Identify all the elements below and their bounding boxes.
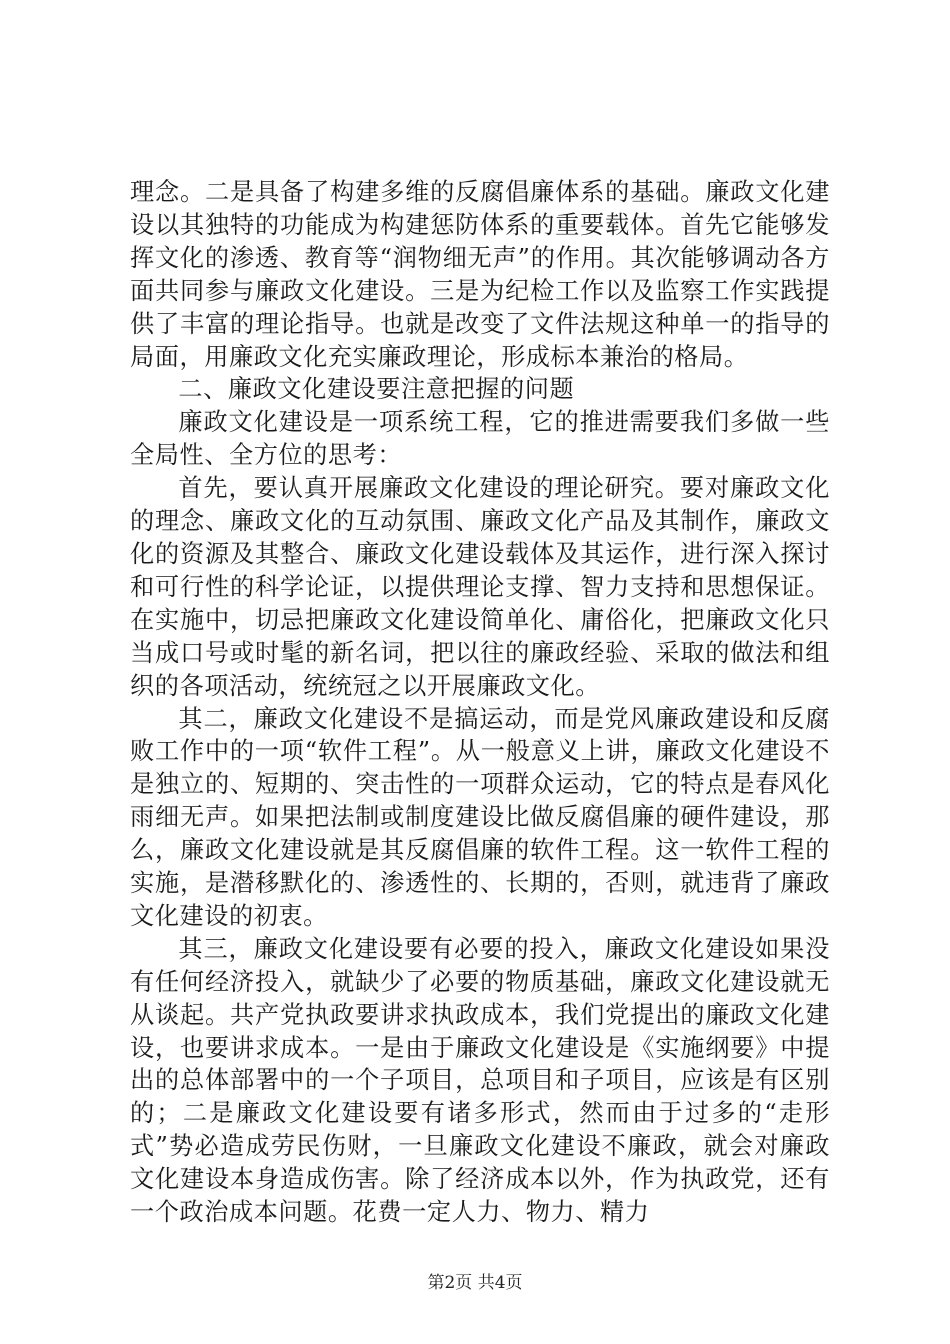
page-footer: 第2页 共4页 <box>427 1273 523 1293</box>
paragraph-6: 其三，廉政文化建设要有必要的投入，廉政文化建设如果没有任何经济投入，就缺少了必要的物质基础，廉政文化建设就无从谈起。共产党执政要讲求执政成本，我们党提出的廉政文化建设，也要讲求成本。一是由于廉政文化建设是《实施纲要》中提出的总体部署中的一个子项目，总项目和子项目，应该是有区别的；二是廉政文化建设要有诸多形式，然而由于过多的“走形式”势必造成劳民伤财，一旦廉政文化建设不廉政，就会对廉政文化建设本身造成伤害。除了经济成本以外，作为执政党，还有一个政治成本问题。花费一定人力、物力、精力 <box>130 934 830 1227</box>
paragraph-3: 廉政文化建设是一项系统工程，它的推进需要我们多做一些全局性、全方位的思考： <box>130 408 830 470</box>
paragraph-5: 其二，廉政文化建设不是搞运动，而是党风廉政建设和反腐败工作中的一项“软件工程”。从一般意义上讲，廉政文化建设不是独立的、短期的、突击性的一项群众运动，它的特点是春风化雨细无声。如果把法制或制度建设比做反腐倡廉的硬件建设，那么，廉政文化建设就是其反腐倡廉的软件工程。这一软件工程的实施，是潜移默化的、渗透性的、长期的，否则，就违背了廉政文化建设的初衷。 <box>130 704 830 930</box>
section-heading: 二、廉政文化建设要注意把握的问题 <box>178 375 575 404</box>
paragraph-1: 理念。二是具备了构建多维的反腐倡廉体系的基础。廉政文化建设以其独特的功能成为构建惩防体系的重要载体。首先它能够发挥文化的渗透、教育等“润物细无声”的作用。其次能够调动各方面共同参与廉政文化建设。三是为纪检工作以及监察工作实践提供了丰富的理论指导。也就是改变了文件法规这种单一的指导的局面，用廉政文化充实廉政理论，形成标本兼治的格局。 <box>130 178 830 371</box>
document-body <box>130 176 830 1229</box>
paragraph-4: 首先，要认真开展廉政文化建设的理论研究。要对廉政文化的理念、廉政文化的互动氛围、廉政文化产品及其制作，廉政文化的资源及其整合、廉政文化建设载体及其运作，进行深入探讨和可行性的科学论证，以提供理论支撑、智力支持和思想保证。在实施中，切忌把廉政文化建设简单化、庸俗化，把廉政文化只当成口号或时髦的新名词，把以往的廉政经验、采取的做法和组织的各项活动，统统冠之以开展廉政文化。 <box>130 474 830 700</box>
